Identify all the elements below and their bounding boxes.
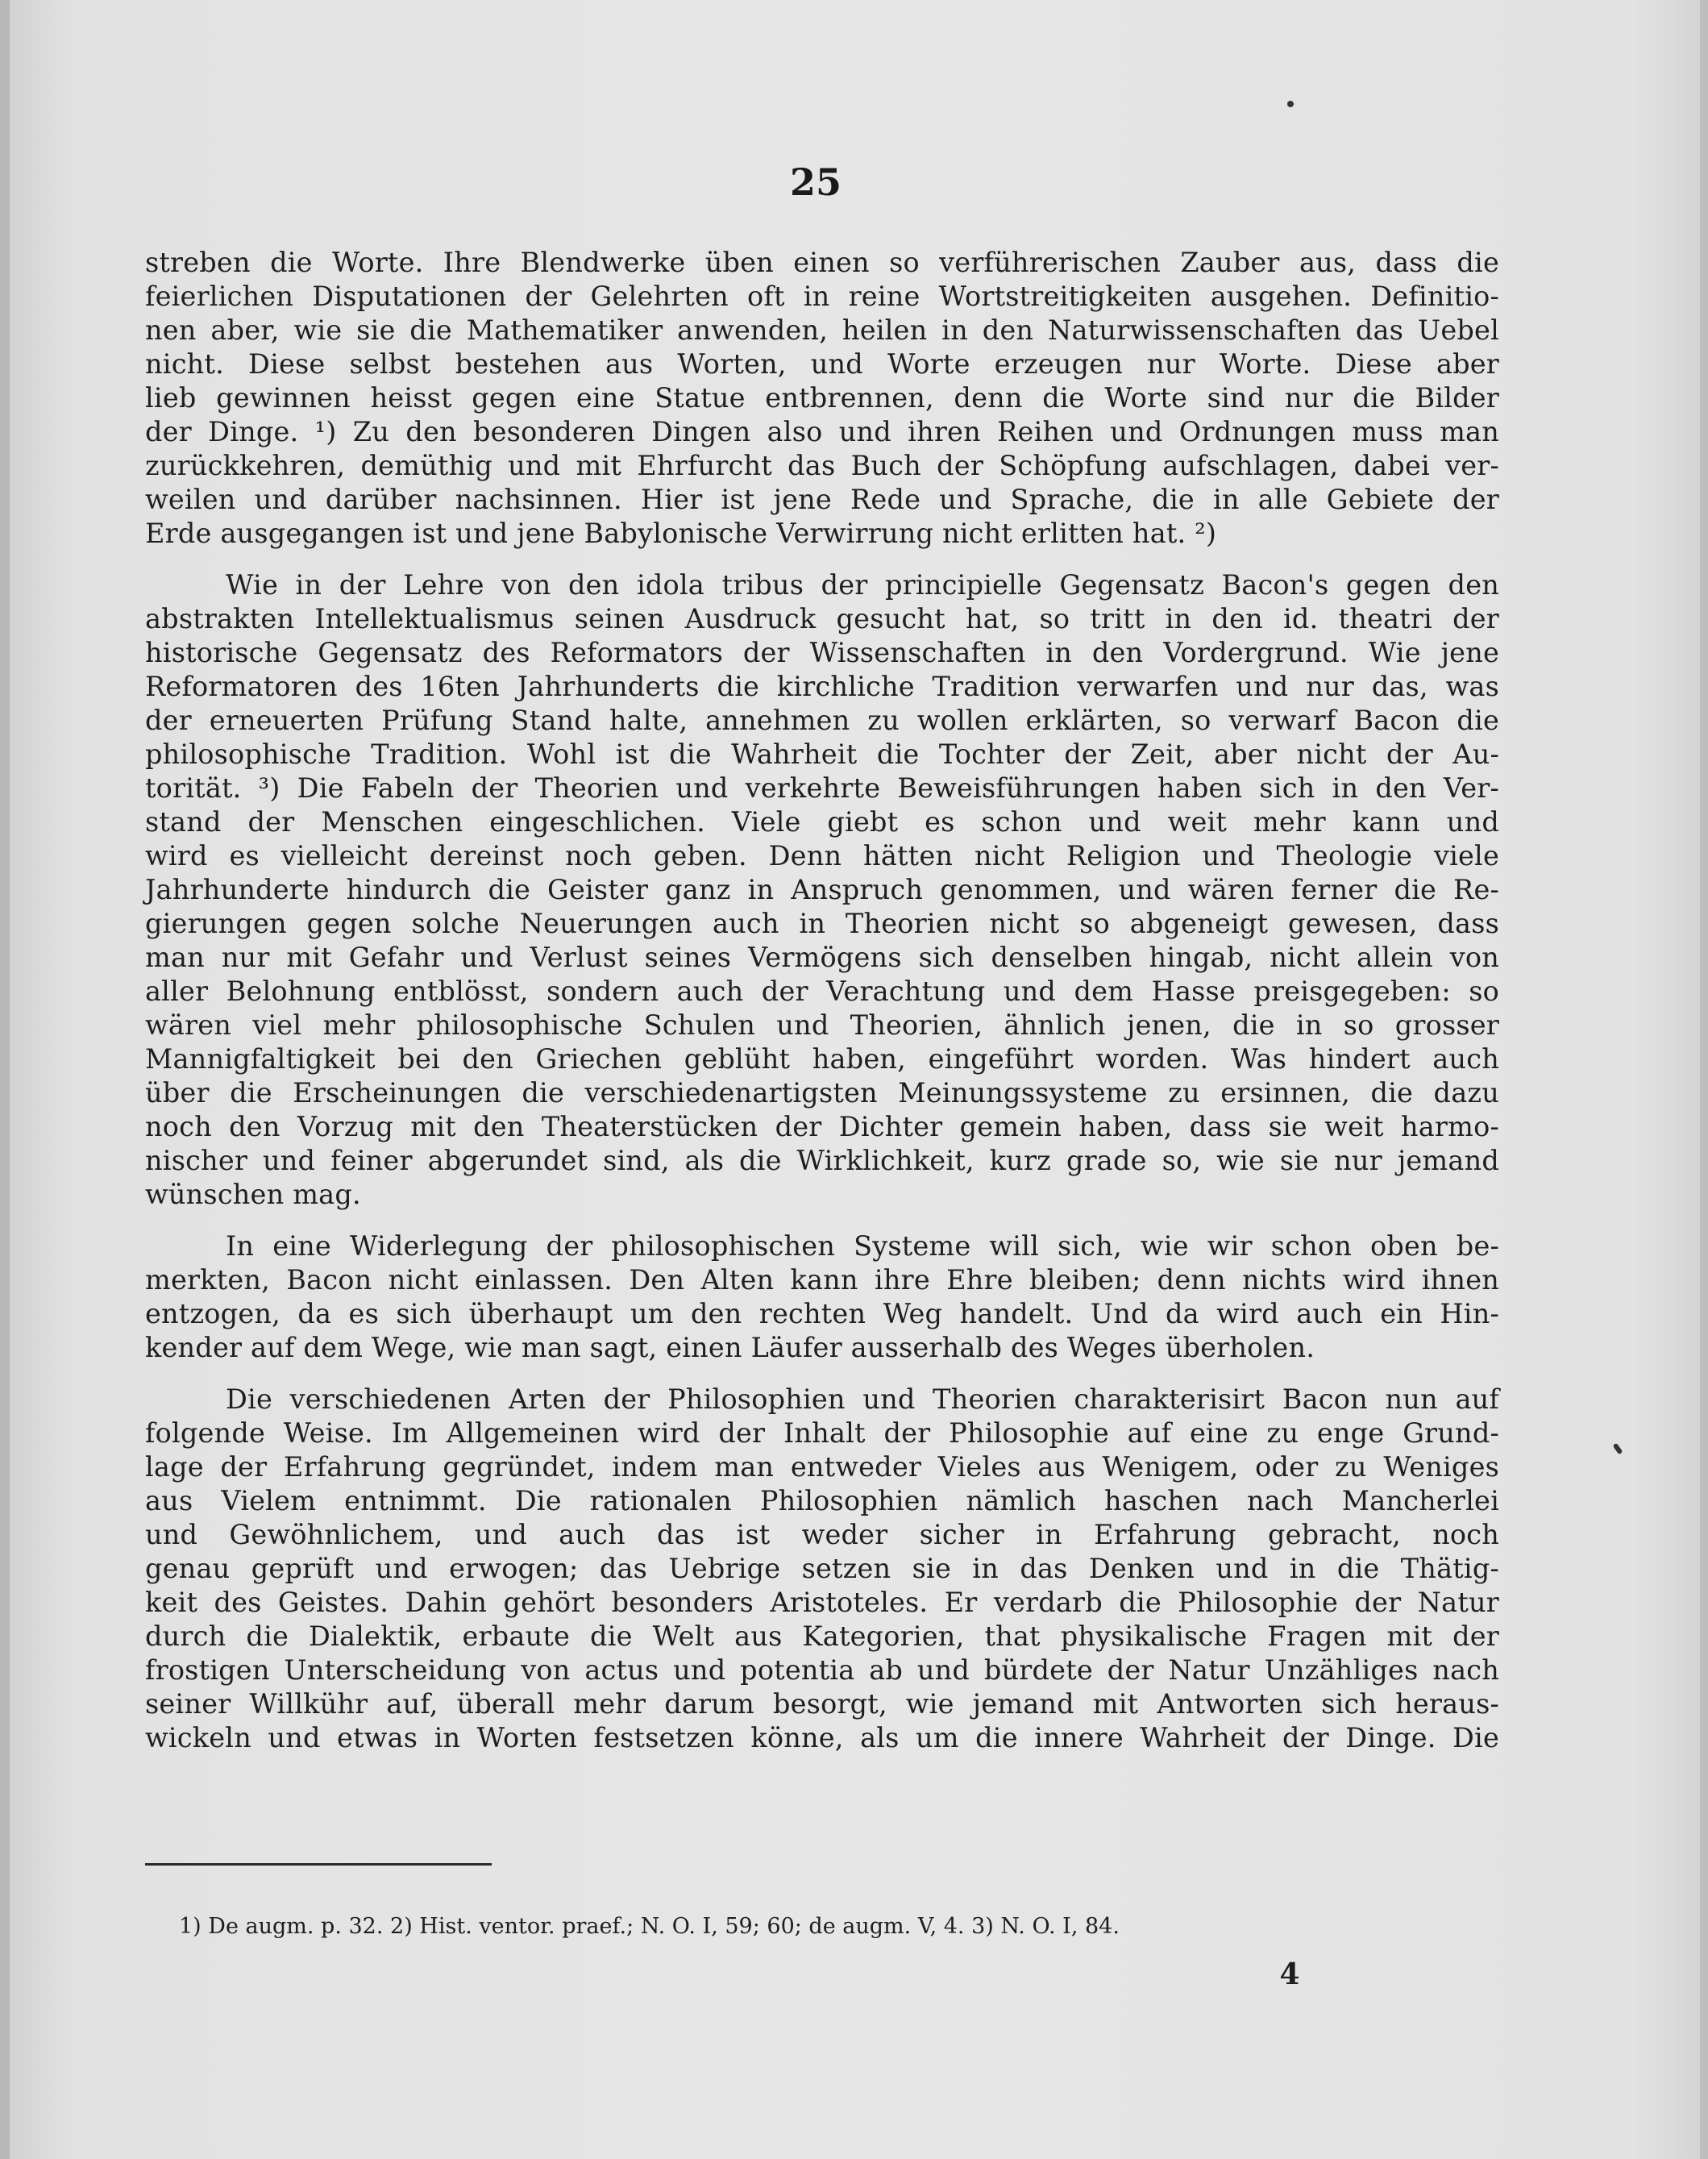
text-line: aller Belohnung entblösst, sondern auch der Verachtung und dem Hasse preisgegeben: so: [145, 976, 1499, 1007]
text-line: Erde ausgegangen ist und jene Babylonische Verwirrung nicht erlitten hat. ²): [145, 518, 1217, 549]
page-number: 25: [789, 160, 842, 204]
text-line: weilen und darüber nachsinnen. Hier ist jene Rede und Sprache, die in alle Gebiete der: [145, 484, 1499, 515]
text-line: lage der Erfahrung gegründet, indem man entweder Vieles aus Wenigem, oder zu Weniges: [145, 1451, 1499, 1483]
text-line: wird es vielleicht dereinst noch geben. Denn hätten nicht Religion und Theologie viele: [145, 840, 1499, 872]
text-line: feierlichen Disputationen der Gelehrten oft in reine Wortstreitigkeiten ausgehen. Definitio-: [145, 281, 1499, 312]
text-line: der erneuerten Prüfung Stand halte, annehmen zu wollen erklärten, so verwarf Bacon die: [145, 705, 1499, 736]
text-line: frostigen Unterscheidung von actus und potentia ab und bürdete der Natur Unzähliges nach: [145, 1654, 1499, 1686]
text-line: folgende Weise. Im Allgemeinen wird der Inhalt der Philosophie auf eine zu enge Grund-: [145, 1417, 1499, 1449]
text-line: Wie in der Lehre von den idola tribus der principielle Gegensatz Bacon's gegen den: [226, 569, 1499, 601]
paper-speck: [1613, 1443, 1623, 1455]
text-line: Mannigfaltigkeit bei den Griechen geblüht haben, eingeführt worden. Was hindert auch: [145, 1043, 1499, 1075]
text-line: streben die Worte. Ihre Blendwerke üben einen so verführerischen Zauber aus, dass die: [145, 247, 1499, 278]
text-line: durch die Dialektik, erbaute die Welt aus Kategorien, that physikalische Fragen mit der: [145, 1620, 1499, 1652]
text-line: nen aber, wie sie die Mathematiker anwenden, heilen in den Naturwissenschaften das Uebel: [145, 314, 1499, 346]
text-line: und Gewöhnlichem, und auch das ist weder sicher in Erfahrung gebracht, noch: [145, 1519, 1499, 1550]
text-line: wären viel mehr philosophische Schulen und Theorien, ähnlich jenen, die in so grosser: [145, 1009, 1499, 1041]
text-line: merkten, Bacon nicht einlassen. Den Alten kann ihre Ehre bleiben; denn nichts wird ihnen: [145, 1264, 1499, 1296]
text-line: nischer und feiner abgerundet sind, als die Wirklichkeit, kurz grade so, wie sie nur jemand: [145, 1145, 1499, 1176]
paragraph-1: [145, 246, 1499, 551]
text-line: gierungen gegen solche Neuerungen auch in Theorien nicht so abgeneigt gewesen, dass: [145, 908, 1499, 939]
text-line: In eine Widerlegung der philosophischen Systeme will sich, wie wir schon oben be-: [226, 1230, 1499, 1262]
text-line: lieb gewinnen heisst gegen eine Statue entbrennen, denn die Worte sind nur die Bilder: [145, 382, 1499, 414]
text-line: wickeln und etwas in Worten festsetzen könne, als um die innere Wahrheit der Dinge. Die: [145, 1722, 1499, 1753]
signature-mark: 4: [1279, 1957, 1300, 1991]
paper-speck: [1287, 101, 1294, 107]
text-line: Reformatoren des 16ten Jahrhunderts die kirchliche Tradition verwarfen und nur das, was: [145, 671, 1499, 702]
text-line: abstrakten Intellektualismus seinen Ausdruck gesucht hat, so tritt in den id. theatri der: [145, 603, 1499, 634]
text-line: noch den Vorzug mit den Theaterstücken der Dichter gemein haben, dass sie weit harmo-: [145, 1111, 1499, 1142]
text-line: nicht. Diese selbst bestehen aus Worten, und Worte erzeugen nur Worte. Diese aber: [145, 348, 1499, 380]
paragraph-3: [145, 1229, 1499, 1365]
body-text: [145, 246, 1499, 1755]
text-line: Jahrhunderte hindurch die Geister ganz in Anspruch genommen, und wären ferner die Re-: [145, 874, 1499, 905]
text-line: zurückkehren, demüthig und mit Ehrfurcht das Buch der Schöpfung aufschlagen, dabei ver-: [145, 450, 1499, 481]
text-line: entzogen, da es sich überhaupt um den rechten Weg handelt. Und da wird auch ein Hin-: [145, 1298, 1499, 1329]
text-line: kender auf dem Wege, wie man sagt, einen Läufer ausserhalb des Weges überholen.: [145, 1332, 1315, 1363]
footnote-divider: [145, 1863, 492, 1866]
text-line: keit des Geistes. Dahin gehört besonders Aristoteles. Er verdarb die Philosophie der Natur: [145, 1587, 1499, 1618]
text-line: historische Gegensatz des Reformators der Wissenschaften in den Vordergrund. Wie jene: [145, 637, 1499, 668]
text-line: stand der Menschen eingeschlichen. Viele giebt es schon und weit mehr kann und: [145, 806, 1499, 838]
text-line: über die Erscheinungen die verschiedenartigsten Meinungssysteme zu ersinnen, die dazu: [145, 1077, 1499, 1109]
text-line: wünschen mag.: [145, 1179, 361, 1210]
text-line: genau geprüft und erwogen; das Uebrige setzen sie in das Denken und in die Thätig-: [145, 1553, 1499, 1584]
paragraph-4: [145, 1383, 1499, 1755]
text-line: man nur mit Gefahr und Verlust seines Vermögens sich denselben hingab, nicht allein von: [145, 942, 1499, 973]
text-line: der Dinge. ¹) Zu den besonderen Dingen also und ihren Reihen und Ordnungen muss man: [145, 416, 1499, 447]
text-line: philosophische Tradition. Wohl ist die Wahrheit die Tochter der Zeit, aber nicht der Au-: [145, 738, 1499, 770]
paragraph-2: [145, 568, 1499, 1212]
footnotes: 1) De augm. p. 32. 2) Hist. ventor. praef.; N. O. I, 59; 60; de augm. V, 4. 3) N. O. I, 84.: [179, 1914, 1120, 1939]
text-line: aus Vielem entnimmt. Die rationalen Philosophien nämlich haschen nach Mancherlei: [145, 1485, 1499, 1516]
text-line: torität. ³) Die Fabeln der Theorien und verkehrte Beweisführungen haben sich in den Ver-: [145, 772, 1499, 804]
text-line: seiner Willkühr auf, überall mehr darum besorgt, wie jemand mit Antworten sich heraus-: [145, 1688, 1499, 1720]
text-line: Die verschiedenen Arten der Philosophien und Theorien charakterisirt Bacon nun auf: [226, 1383, 1499, 1415]
